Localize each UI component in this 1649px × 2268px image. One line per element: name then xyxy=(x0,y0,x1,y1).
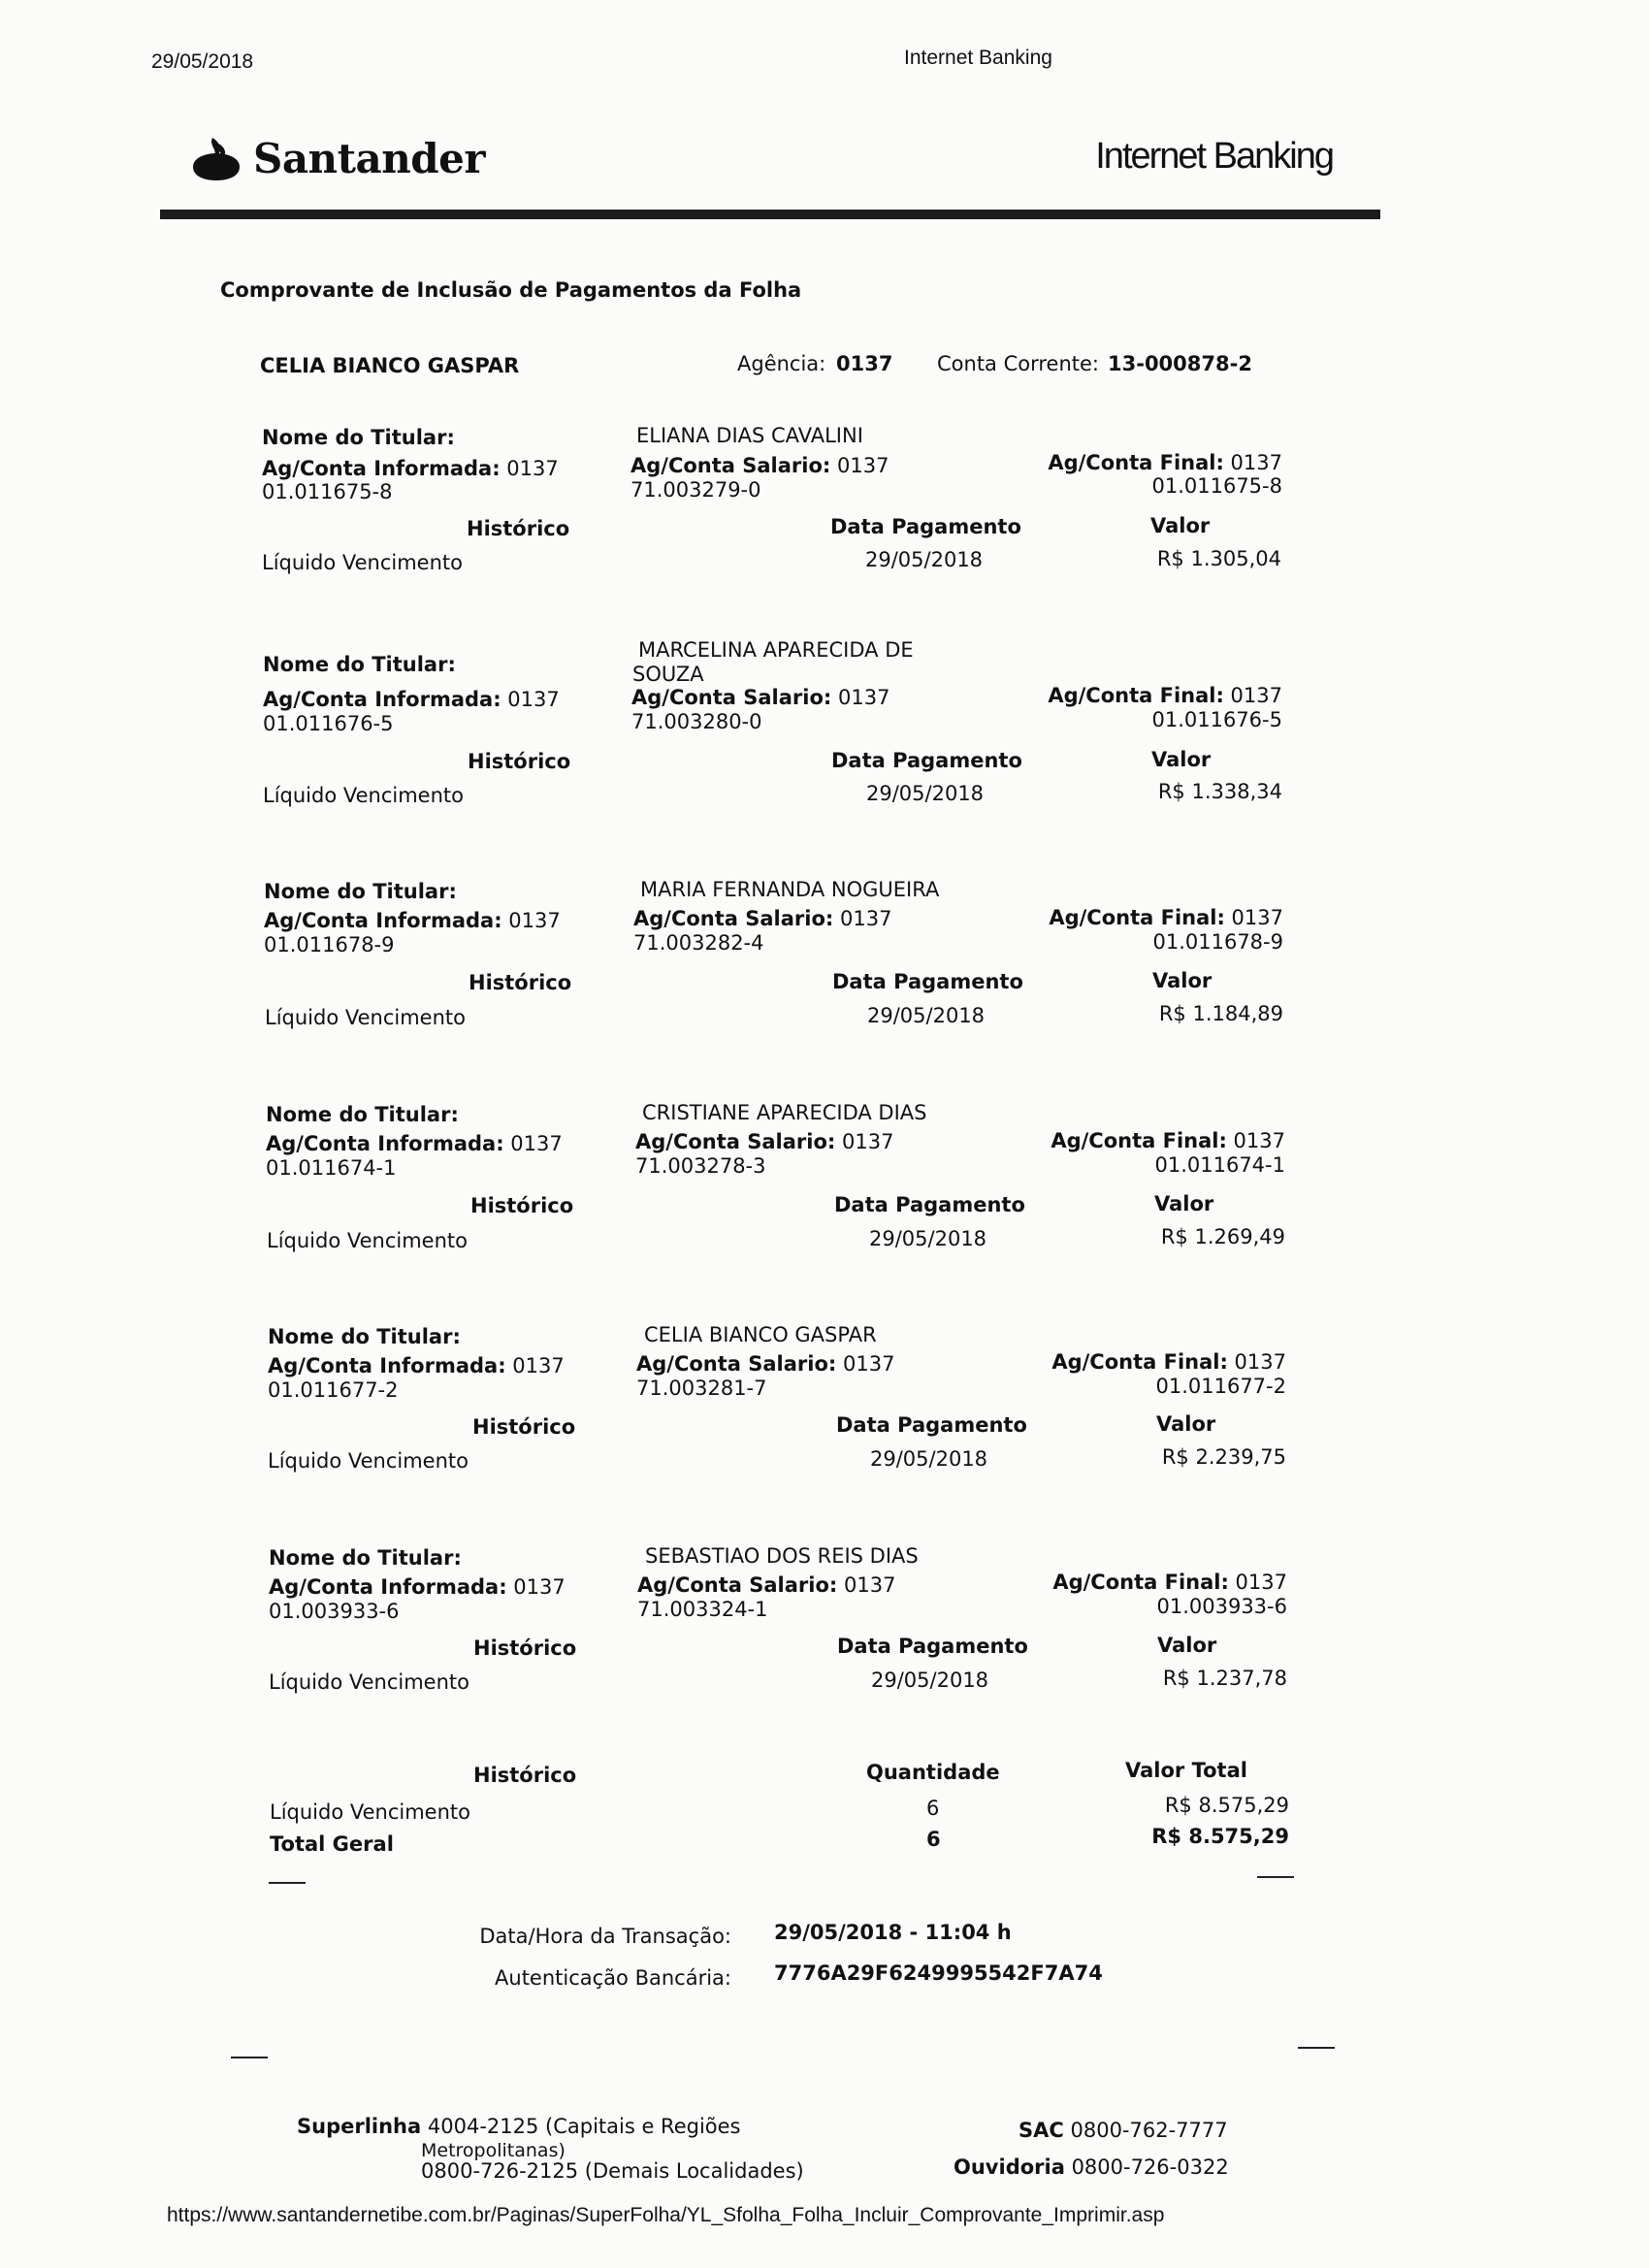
payment-block-4 xyxy=(0,1101,1649,1295)
ag-conta-salario-label: Ag/Conta Salario: xyxy=(636,1352,837,1376)
santander-wordmark: Santander xyxy=(253,134,485,182)
divider-dash xyxy=(1257,1876,1294,1878)
print-date: 29/05/2018 xyxy=(151,50,254,73)
divider-dash xyxy=(231,2057,268,2058)
sac-contact xyxy=(1018,2119,1228,2142)
ag-salario: 0137 xyxy=(838,686,890,709)
superlinha-phone2: 0800-726-2125 (Demais Localidades) xyxy=(421,2159,804,2183)
ag-conta-salario-label: Ag/Conta Salario: xyxy=(635,1130,836,1153)
superlinha-phone1-cont: Metropolitanas) xyxy=(421,2140,566,2161)
nome-titular-label: Nome do Titular: xyxy=(263,653,456,676)
valor-value: R$ 1.269,49 xyxy=(1160,1225,1285,1248)
valor-value: R$ 1.338,34 xyxy=(1157,780,1282,803)
ag-informada: 0137 xyxy=(507,688,560,711)
data-pagamento-label: Data Pagamento xyxy=(832,970,1023,993)
ag-salario: 0137 xyxy=(843,1352,895,1376)
conta-informada: 01.003933-6 xyxy=(269,1600,400,1623)
summary-row-quantidade: 6 xyxy=(926,1797,940,1820)
conta-corrente-value: 13-000878-2 xyxy=(1108,352,1252,375)
valor-value: R$ 1.305,04 xyxy=(1156,547,1281,570)
conta-final: 01.011675-8 xyxy=(1151,474,1282,498)
payment-block-5 xyxy=(0,1323,1649,1517)
valor-label: Valor xyxy=(1157,1634,1217,1657)
ag-final: 0137 xyxy=(1233,1129,1285,1152)
header-rule xyxy=(160,210,1380,219)
titular-name: CRISTIANE APARECIDA DIAS xyxy=(642,1101,927,1124)
ag-final: 0137 xyxy=(1230,451,1282,474)
internet-banking-logo: Internet Banking xyxy=(1095,136,1333,177)
document-title: Comprovante de Inclusão de Pagamentos da Folha xyxy=(220,278,802,302)
conta-final: 01.011676-5 xyxy=(1151,708,1282,731)
datahora-value: 29/05/2018 - 11:04 h xyxy=(774,1921,1012,1944)
conta-informada: 01.011676-5 xyxy=(263,712,394,735)
ouvidoria-phone: 0800-726-0322 xyxy=(1071,2155,1229,2179)
divider-dash xyxy=(269,1882,306,1884)
superlinha-phone1: 4004-2125 (Capitais e Regiões xyxy=(427,2115,741,2138)
conta-salario: 71.003280-0 xyxy=(631,710,762,733)
ag-conta-salario-label: Ag/Conta Salario: xyxy=(631,686,832,709)
nome-titular-label: Nome do Titular: xyxy=(269,1546,462,1570)
conta-final: 01.011678-9 xyxy=(1152,930,1283,954)
data-pagamento-label: Data Pagamento xyxy=(834,1193,1025,1216)
historico-value: Líquido Vencimento xyxy=(269,1670,469,1694)
conta-corrente-label: Conta Corrente: xyxy=(937,352,1100,375)
historico-label: Histórico xyxy=(472,1415,576,1439)
valor-value: R$ 2.239,75 xyxy=(1161,1445,1286,1469)
valor-label: Valor xyxy=(1152,969,1212,992)
titular-name: ELIANA DIAS CAVALINI xyxy=(636,424,863,447)
summary-row-valor: R$ 8.575,29 xyxy=(1164,1794,1289,1817)
ag-final: 0137 xyxy=(1235,1571,1287,1594)
ag-conta-final-label: Ag/Conta Final: xyxy=(1048,684,1224,707)
ouvidoria-label: Ouvidoria xyxy=(954,2155,1065,2179)
titular-name: SEBASTIAO DOS REIS DIAS xyxy=(645,1544,919,1568)
ag-informada: 0137 xyxy=(510,1132,563,1155)
agencia-label: Agência: xyxy=(737,352,826,375)
historico-value: Líquido Vencimento xyxy=(267,1229,468,1252)
data-pagamento: 29/05/2018 xyxy=(869,1227,987,1250)
sac-label: SAC xyxy=(1018,2119,1064,2142)
santander-flame-icon xyxy=(189,134,243,182)
historico-value: Líquido Vencimento xyxy=(265,1006,466,1029)
conta-informada: 01.011678-9 xyxy=(264,933,395,956)
ag-conta-informada-label: Ag/Conta Informada: xyxy=(269,1575,507,1599)
summary-row-label: Líquido Vencimento xyxy=(270,1800,470,1824)
ag-conta-salario-label: Ag/Conta Salario: xyxy=(633,907,834,930)
summary-quantidade-label: Quantidade xyxy=(866,1761,1000,1784)
payment-block-6 xyxy=(0,1544,1649,1738)
conta-salario: 71.003279-0 xyxy=(630,478,761,502)
data-pagamento: 29/05/2018 xyxy=(865,548,984,571)
payment-block-1 xyxy=(0,424,1649,618)
ag-salario: 0137 xyxy=(840,907,892,930)
ag-final: 0137 xyxy=(1234,1350,1286,1374)
datahora-label: Data/Hora da Transação: xyxy=(479,1925,731,1948)
data-pagamento-label: Data Pagamento xyxy=(837,1635,1028,1658)
historico-label: Histórico xyxy=(473,1636,577,1660)
ag-final: 0137 xyxy=(1230,684,1282,707)
total-geral-label: Total Geral xyxy=(270,1832,394,1856)
conta-informada: 01.011675-8 xyxy=(262,480,393,503)
ag-conta-final-label: Ag/Conta Final: xyxy=(1048,451,1224,474)
ag-conta-informada-label: Ag/Conta Informada: xyxy=(264,909,502,932)
data-pagamento: 29/05/2018 xyxy=(867,1004,986,1027)
ag-salario: 0137 xyxy=(844,1573,896,1597)
valor-value: R$ 1.237,78 xyxy=(1162,1667,1287,1690)
ag-conta-informada-label: Ag/Conta Informada: xyxy=(263,688,501,711)
autenticacao-label: Autenticação Bancária: xyxy=(495,1966,731,1990)
ag-informada: 0137 xyxy=(506,457,559,480)
ag-informada: 0137 xyxy=(512,1354,565,1377)
historico-value: Líquido Vencimento xyxy=(262,551,463,574)
ag-final: 0137 xyxy=(1231,906,1283,929)
agencia-value: 0137 xyxy=(836,352,893,375)
print-title: Internet Banking xyxy=(904,47,1052,69)
summary-historico-label: Histórico xyxy=(473,1764,577,1787)
ag-conta-final-label: Ag/Conta Final: xyxy=(1049,906,1225,929)
titular-name: MARIA FERNANDA NOGUEIRA xyxy=(640,878,940,901)
ag-conta-informada-label: Ag/Conta Informada: xyxy=(268,1354,506,1377)
titular-name: MARCELINA APARECIDA DE xyxy=(638,638,914,662)
print-footer-url: https://www.santandernetibe.com.br/Paginas/SuperFolha/YL_Sfolha_Folha_Incluir_Comprovante_Imprimir.asp xyxy=(167,2204,1165,2226)
conta-informada: 01.011674-1 xyxy=(266,1156,397,1180)
ag-conta-salario-label: Ag/Conta Salario: xyxy=(637,1573,838,1597)
payment-block-3 xyxy=(0,878,1649,1072)
ag-salario: 0137 xyxy=(837,454,889,477)
ag-conta-informada-label: Ag/Conta Informada: xyxy=(262,457,501,480)
nome-titular-label: Nome do Titular: xyxy=(266,1103,459,1126)
historico-value: Líquido Vencimento xyxy=(263,784,464,807)
ag-conta-salario-label: Ag/Conta Salario: xyxy=(630,454,831,477)
divider-dash xyxy=(1298,2047,1335,2049)
data-pagamento: 29/05/2018 xyxy=(866,782,985,805)
total-geral-valor: R$ 8.575,29 xyxy=(1151,1825,1289,1848)
ag-informada: 0137 xyxy=(508,909,561,932)
superlinha-contact xyxy=(297,2115,741,2138)
conta-salario: 71.003324-1 xyxy=(637,1598,768,1621)
ag-conta-final-label: Ag/Conta Final: xyxy=(1052,1571,1229,1594)
data-pagamento: 29/05/2018 xyxy=(871,1669,989,1692)
data-pagamento-label: Data Pagamento xyxy=(831,749,1022,772)
valor-value: R$ 1.184,89 xyxy=(1158,1002,1283,1025)
titular-name: CELIA BIANCO GASPAR xyxy=(644,1323,877,1346)
nome-titular-label: Nome do Titular: xyxy=(264,880,457,903)
data-pagamento-label: Data Pagamento xyxy=(836,1413,1027,1437)
superlinha-label: Superlinha xyxy=(297,2115,422,2138)
data-pagamento: 29/05/2018 xyxy=(870,1447,988,1471)
ag-informada: 0137 xyxy=(513,1575,566,1599)
valor-label: Valor xyxy=(1156,1412,1216,1436)
nome-titular-label: Nome do Titular: xyxy=(268,1325,461,1348)
ag-conta-final-label: Ag/Conta Final: xyxy=(1051,1350,1228,1374)
ag-salario: 0137 xyxy=(842,1130,894,1153)
nome-titular-label: Nome do Titular: xyxy=(262,426,455,449)
conta-informada: 01.011677-2 xyxy=(268,1378,399,1402)
summary-valor-total-label: Valor Total xyxy=(1125,1759,1247,1782)
ouvidoria-contact xyxy=(954,2155,1229,2179)
santander-logo xyxy=(189,134,485,182)
data-pagamento-label: Data Pagamento xyxy=(830,515,1021,538)
sac-phone: 0800-762-7777 xyxy=(1070,2119,1228,2142)
conta-final: 01.011674-1 xyxy=(1154,1153,1285,1177)
payment-block-2 xyxy=(0,638,1649,845)
historico-label: Histórico xyxy=(470,1194,574,1217)
conta-salario: 71.003278-3 xyxy=(635,1154,766,1178)
conta-final: 01.003933-6 xyxy=(1156,1595,1287,1618)
ag-conta-final-label: Ag/Conta Final: xyxy=(1051,1129,1227,1152)
conta-salario: 71.003281-7 xyxy=(636,1377,767,1400)
conta-salario: 71.003282-4 xyxy=(633,931,764,955)
titular-name-line2: SOUZA xyxy=(632,663,704,686)
ag-conta-informada-label: Ag/Conta Informada: xyxy=(266,1132,504,1155)
valor-label: Valor xyxy=(1151,748,1212,771)
historico-value: Líquido Vencimento xyxy=(268,1449,469,1473)
total-geral-quantidade: 6 xyxy=(926,1828,941,1851)
account-holder: CELIA BIANCO GASPAR xyxy=(260,354,520,377)
conta-final: 01.011677-2 xyxy=(1155,1375,1286,1398)
historico-label: Histórico xyxy=(469,971,572,994)
autenticacao-value: 7776A29F6249995542F7A74 xyxy=(774,1961,1103,1985)
valor-label: Valor xyxy=(1150,514,1211,537)
valor-label: Valor xyxy=(1154,1192,1214,1215)
historico-label: Histórico xyxy=(468,750,571,773)
historico-label: Histórico xyxy=(467,517,570,540)
